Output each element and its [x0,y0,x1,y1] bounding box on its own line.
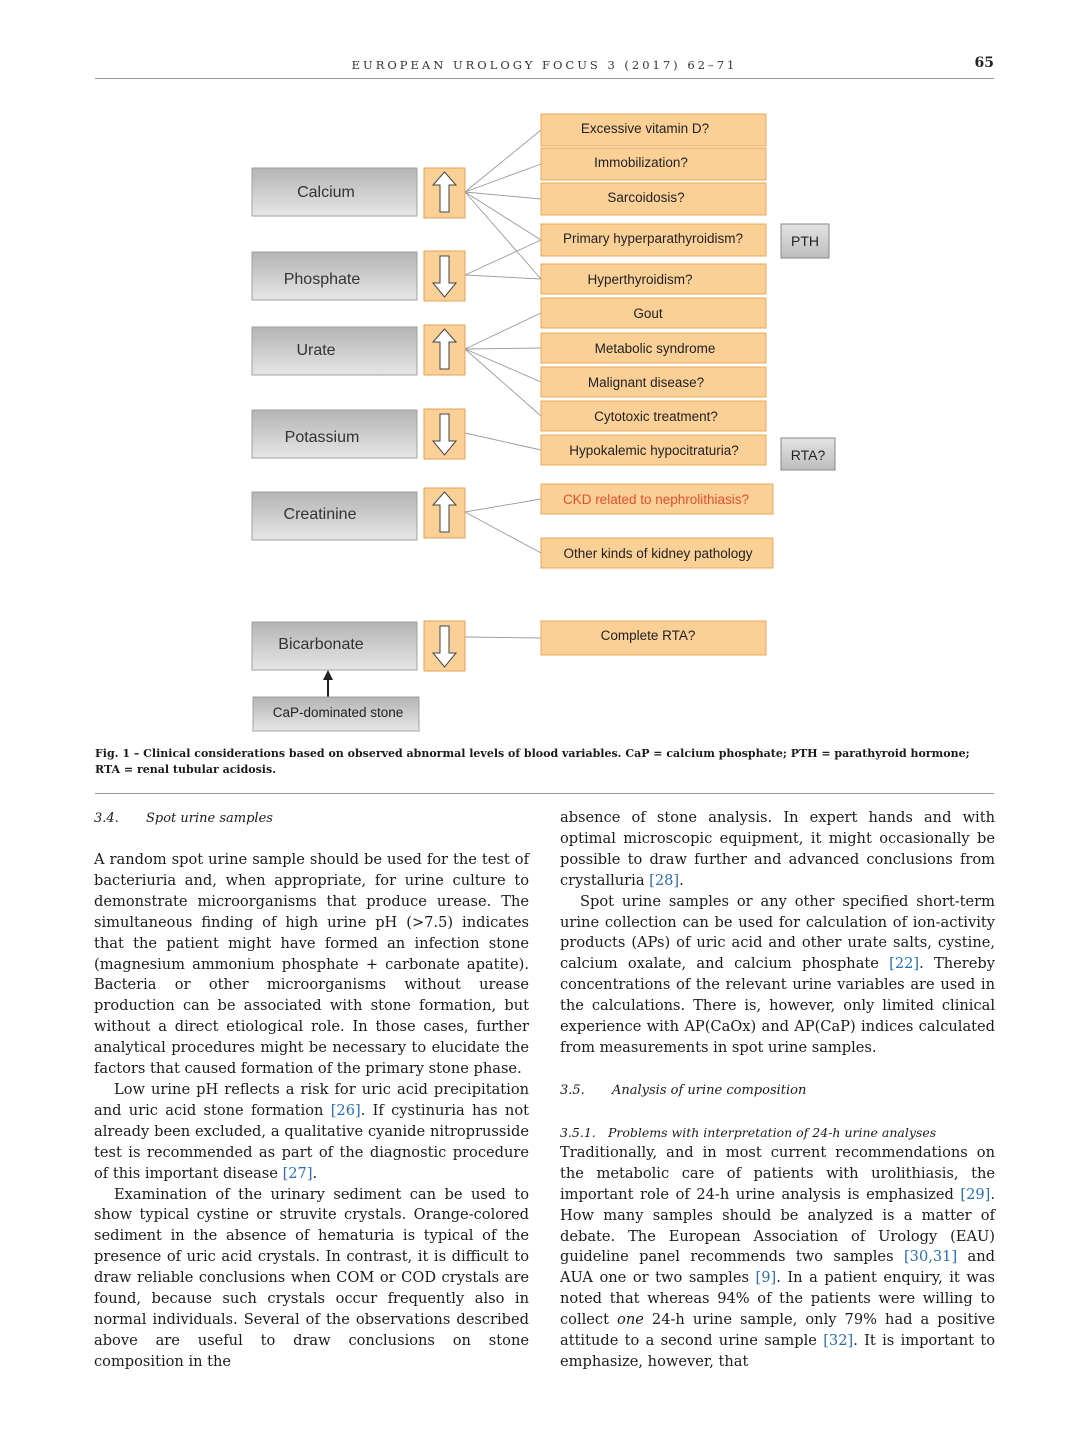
variable-label: Phosphate [283,271,361,288]
arrow-box-urate-up [424,325,465,375]
variable-phosphate [252,252,417,300]
tag-label: PTH [791,233,819,249]
condition-label: Hypokalemic hypocitraturia? [569,443,739,458]
condition-label: Gout [633,306,663,321]
section-title: Spot urine samples [146,811,273,826]
condition-label: CKD related to nephrolithiasis? [562,492,750,507]
connection-line [465,192,541,240]
tag-label: RTA? [790,447,826,463]
citation-link[interactable]: [9] [755,1269,777,1287]
condition-label: Complete RTA? [600,628,696,643]
condition-label: Sarcoidosis? [607,190,685,205]
subsection-title: Problems with interpretation of 24-h urine analyses [608,1124,937,1140]
condition-label: Primary hyperparathyroidism? [562,231,744,246]
right-column [560,808,995,1373]
variable-potassium [252,410,417,458]
paragraph: absence of stone analysis. In expert hands and with optimal microscopic equipment, it might occasionally be possible to draw further and advanced conclusions from crystalluria [28]. [560,809,995,889]
variable-label: Bicarbonate [278,636,364,653]
connection-line [465,512,541,553]
variable-label: Potassium [284,429,360,446]
condition-cytotoxic-treatment [541,401,766,431]
section-title: Analysis of urine composition [612,1082,807,1098]
variable-calcium [252,168,417,216]
condition-label: Immobilization? [594,155,688,170]
connection-line [465,499,541,512]
condition-label: Metabolic syndrome [594,341,716,356]
connection-lines [465,130,541,638]
citation-link[interactable]: [32] [823,1332,854,1350]
condition-excessive-vitamin-d [541,114,766,146]
connection-line [465,192,541,279]
arrow-box-bicarbonate-down [424,621,465,671]
variable-creatinine [252,492,417,540]
condition-hypokalemic-hypocitraturia [541,435,766,465]
paragraph: A random spot urine sample should be used for the test of bacteriuria and, when appropriate, for urine culture to demonstrate microorganisms that produce urease. The simultaneous finding of high urine pH (>7.5) indicates that the patient might have formed an infection stone (magnesium ammonium phosphate + carbonate apatite). Bacteria or other microorganisms without urease production can be associated with stone formation, but without a direct etiological role. In those cases, further analytical procedures might be necessary to elucidate the factors that caused formation of the primary stone phase. [94,851,529,1078]
arrow-box-phosphate-down [424,251,465,301]
connection-line [465,637,541,638]
section-heading-3-4 [94,808,529,829]
condition-label: Cytotoxic treatment? [594,409,718,424]
variable-bicarbonate [252,622,417,670]
connection-line [465,349,541,382]
variable-label: Urate [296,342,336,359]
arrow-box-creatinine-up [424,488,465,538]
stone-arrow-head-icon [323,670,333,680]
connection-line [465,130,541,192]
tag-pth [781,224,829,258]
condition-other-kidney-pathology [541,538,773,568]
citation-link[interactable]: [29] [960,1185,991,1203]
connection-line [465,313,541,349]
citation-link[interactable]: [30,31] [903,1248,958,1266]
connection-line [465,275,541,279]
section-number: 3.5. [560,1082,585,1098]
condition-label: Other kinds of kidney pathology [563,546,753,561]
variable-label: Creatinine [283,506,357,523]
tag-rta [781,438,835,470]
citation-link[interactable]: [22] [889,955,920,973]
condition-hyperthyroidism [541,264,766,294]
stone-label: CaP-dominated stone [272,705,404,720]
page-number: 65 [974,55,994,71]
paragraph: Spot urine samples or any other specified short-term urine collection can be used for calculation of ion-activity products (APs) of uric acid and other urate salts, cystine, calcium oxalate, and calcium phosphate [22]. Thereby concentrations of the relevant urine variables are used in the calculations. There is, however, only limited clinical experience with AP(CaOx) and AP(CaP) indices calculated from measurements in spot urine samples. [560,892,996,1056]
arrow-box-calcium-up [424,168,465,218]
condition-sarcoidosis [541,183,766,215]
paragraph: Traditionally, and in most current recommendations on the metabolic care of patients with urolithiasis, the important role of 24-h urine analysis is emphasized [29]. How many samples should be analyzed is a matter of debate. The European Association of Urology (EAU) guideline panel recommends two samples [30,31] and AUA one or two samples [9]. In a patient enquiry, it was noted that whereas 94% of the patients were willing to collect one 24-h urine sample, only 79% had a positive attitude to a second urine sample [32]. It is important to emphasize, however, that [560,1143,996,1370]
condition-label: Excessive vitamin D? [580,121,710,136]
stone-box [253,697,419,731]
paragraph: Low urine pH reflects a risk for uric acid precipitation and uric acid stone formation [26]. If cystinuria has not already been excluded, a qualitative cyanide nitroprusside test is recommended as part of the diagnostic procedure of this important disease [27]. [94,1080,529,1182]
condition-label: Malignant disease? [587,375,705,390]
connection-line [465,192,541,199]
caption-rule [95,793,994,794]
variable-label: Calcium [297,184,355,201]
condition-malignant-disease [541,367,766,397]
connection-line [465,348,541,349]
condition-gout [541,298,766,328]
connection-line [465,349,541,416]
condition-immobilization [541,148,766,180]
citation-link[interactable]: [27] [282,1164,313,1182]
journal-title: EUROPEAN UROLOGY FOCUS 3 (2017) 62–71 [351,58,738,72]
condition-complete-rta [541,621,766,655]
connection-line [465,240,541,275]
subsection-number: 3.5.1. [560,1124,596,1140]
connection-line [465,433,541,450]
connection-line [465,164,541,192]
left-column [94,808,529,1373]
variable-urate [252,327,417,375]
citation-link[interactable]: [26] [330,1101,361,1119]
section-number: 3.4. [94,811,119,826]
condition-label: Hyperthyroidism? [587,272,693,287]
paragraph: Examination of the urinary sediment can be used to show typical cystine or struvite crystals. Orange-colored sediment in the absence of hematuria is typical of the presence of uric acid crystals. In contrast, it is difficult to draw reliable conclusions when COM or COD crystals are found, because such crystals occur frequently also in normal individuals. Several of the observations described above are useful to draw conclusions on stone composition in the [94,1185,529,1370]
subsection-heading-3-5-1 [560,1122,995,1143]
condition-ckd-nephrolithiasis [541,484,773,514]
section-heading-3-5 [560,1080,995,1101]
condition-metabolic-syndrome [541,333,766,363]
citation-link[interactable]: [28] [649,871,680,889]
condition-primary-hyperparathyroidism [541,224,766,256]
figure-caption: Fig. 1 – Clinical considerations based on observed abnormal levels of blood variables. CaP = calcium phosphate; PTH = parathyroid hormone; RTA = renal tubular acidosis. [95,747,970,776]
arrow-box-potassium-down [424,409,465,459]
